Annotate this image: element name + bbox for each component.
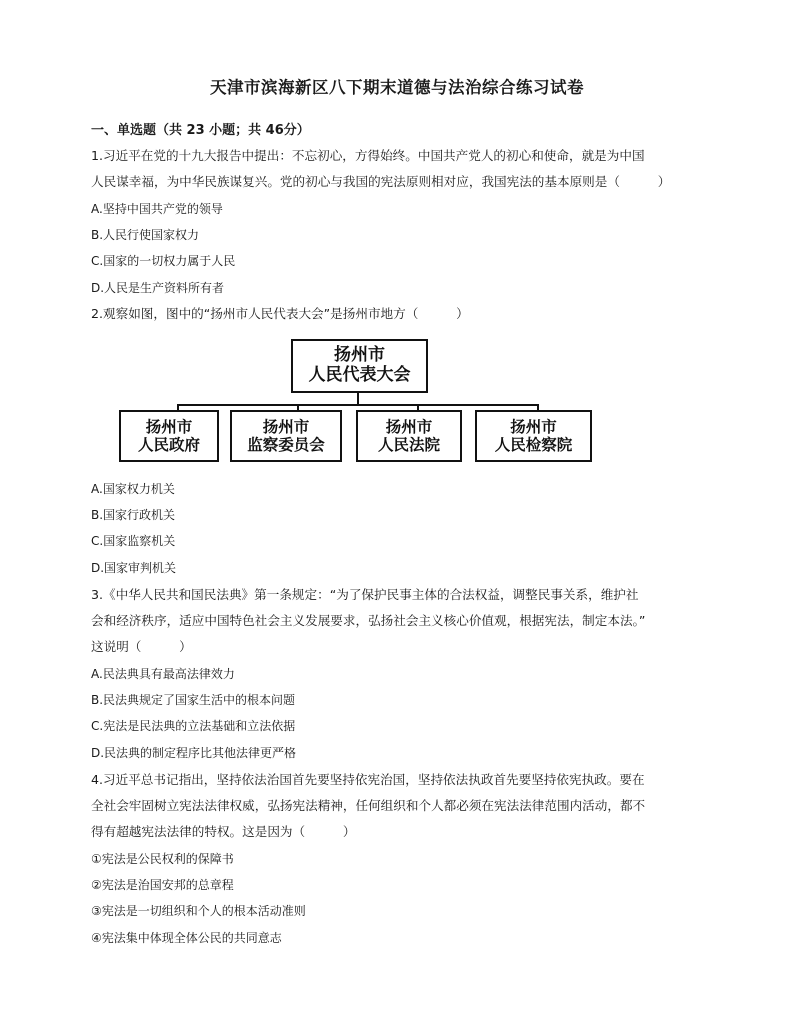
diagram-box-congress-line-2: 人民代表大会 — [308, 365, 411, 385]
diagram-connector-bar — [177, 404, 539, 406]
diagram-box-procuratorate-line-2: 人民检察院 — [494, 435, 573, 454]
diagram-box-court — [356, 410, 462, 462]
diagram-box-congress-line-1: 扬州市 — [334, 345, 385, 366]
question-4-stem-line-3: 得有超越宪法法律的特权。这是因为（ ） — [91, 824, 356, 839]
question-4-stem-line-1: 4.习近平总书记指出，坚持依法治国首先要坚持依宪治国，坚持依法执政首先要坚持依宪执政。要在 — [91, 772, 645, 787]
question-1-option-b: B.人民行使国家权力 — [91, 228, 200, 242]
question-3-option-d: D.民法典的制定程序比其他法律更严格 — [91, 746, 297, 760]
diagram-box-court-line-1: 扬州市 — [385, 417, 433, 437]
question-4-statement-1: ①宪法是公民权利的保障书 — [91, 852, 234, 866]
diagram-box-supervision-line-1: 扬州市 — [262, 417, 310, 437]
question-2-option-c: C.国家监察机关 — [91, 534, 176, 548]
diagram-box-government-line-1: 扬州市 — [145, 417, 193, 437]
exam-title: 天津市滨海新区八下期末道德与法治综合练习试卷 — [210, 78, 584, 97]
question-1-stem-line-1: 1.习近平在党的十九大报告中提出：不忘初心，方得始终。中国共产党人的初心和使命，就是为中国 — [91, 148, 645, 163]
diagram-box-court-line-2: 人民法院 — [377, 435, 440, 454]
diagram-box-government-line-2: 人民政府 — [137, 435, 200, 454]
question-1-option-d: D.人民是生产资料所有者 — [91, 281, 225, 295]
question-3-stem-line-2: 会和经济秩序，适应中国特色社会主义发展要求，弘扬社会主义核心价值观，根据宪法，制定本法。” — [91, 613, 646, 628]
question-1-option-a: A.坚持中国共产党的领导 — [91, 202, 223, 216]
question-4-stem-line-2: 全社会牢固树立宪法法律权威，弘扬宪法精神，任何组织和个人都必须在宪法法律范围内活动，都不 — [91, 798, 646, 813]
question-3-option-c: C.宪法是民法典的立法基础和立法依据 — [91, 719, 296, 733]
question-2-option-a: A.国家权力机关 — [91, 482, 175, 496]
question-3-option-b: B.民法典规定了国家生活中的根本问题 — [91, 693, 296, 707]
diagram-box-procuratorate-line-1: 扬州市 — [510, 417, 557, 437]
question-3-stem-line-1: 3.《中华人民共和国民法典》第一条规定：“为了保护民事主体的合法权益，调整民事关系，维护社 — [91, 587, 639, 602]
question-2-stem-line-1: 2.观察如图，图中的“扬州市人民代表大会”是扬州市地方（ ） — [91, 306, 469, 321]
question-3-stem-line-3: 这说明（ ） — [91, 639, 192, 654]
diagram-box-procuratorate — [475, 410, 592, 462]
question-1-option-c: C.国家的一切权力属于人民 — [91, 254, 236, 268]
diagram-box-government — [119, 410, 219, 462]
diagram-connector-trunk — [357, 391, 359, 405]
diagram-box-congress — [291, 339, 428, 393]
diagram-box-supervision-line-2: 监察委员会 — [247, 435, 325, 454]
question-2-option-b: B.国家行政机关 — [91, 508, 176, 522]
question-3-option-a: A.民法典具有最高法律效力 — [91, 667, 235, 681]
question-2-option-d: D.国家审判机关 — [91, 561, 177, 575]
question-4-statement-3: ③宪法是一切组织和个人的根本活动准则 — [91, 904, 306, 918]
question-1-stem-line-2: 人民谋幸福，为中华民族谋复兴。党的初心与我国的宪法原则相对应，我国宪法的基本原则是（ ） — [91, 174, 671, 189]
diagram-box-supervision — [230, 410, 342, 462]
question-4-statement-2: ②宪法是治国安邦的总章程 — [91, 878, 234, 892]
section-heading: 一、单选题（共 23 小题；共 46分） — [91, 123, 310, 138]
question-4-statement-4: ④宪法集中体现全体公民的共同意志 — [91, 931, 282, 945]
